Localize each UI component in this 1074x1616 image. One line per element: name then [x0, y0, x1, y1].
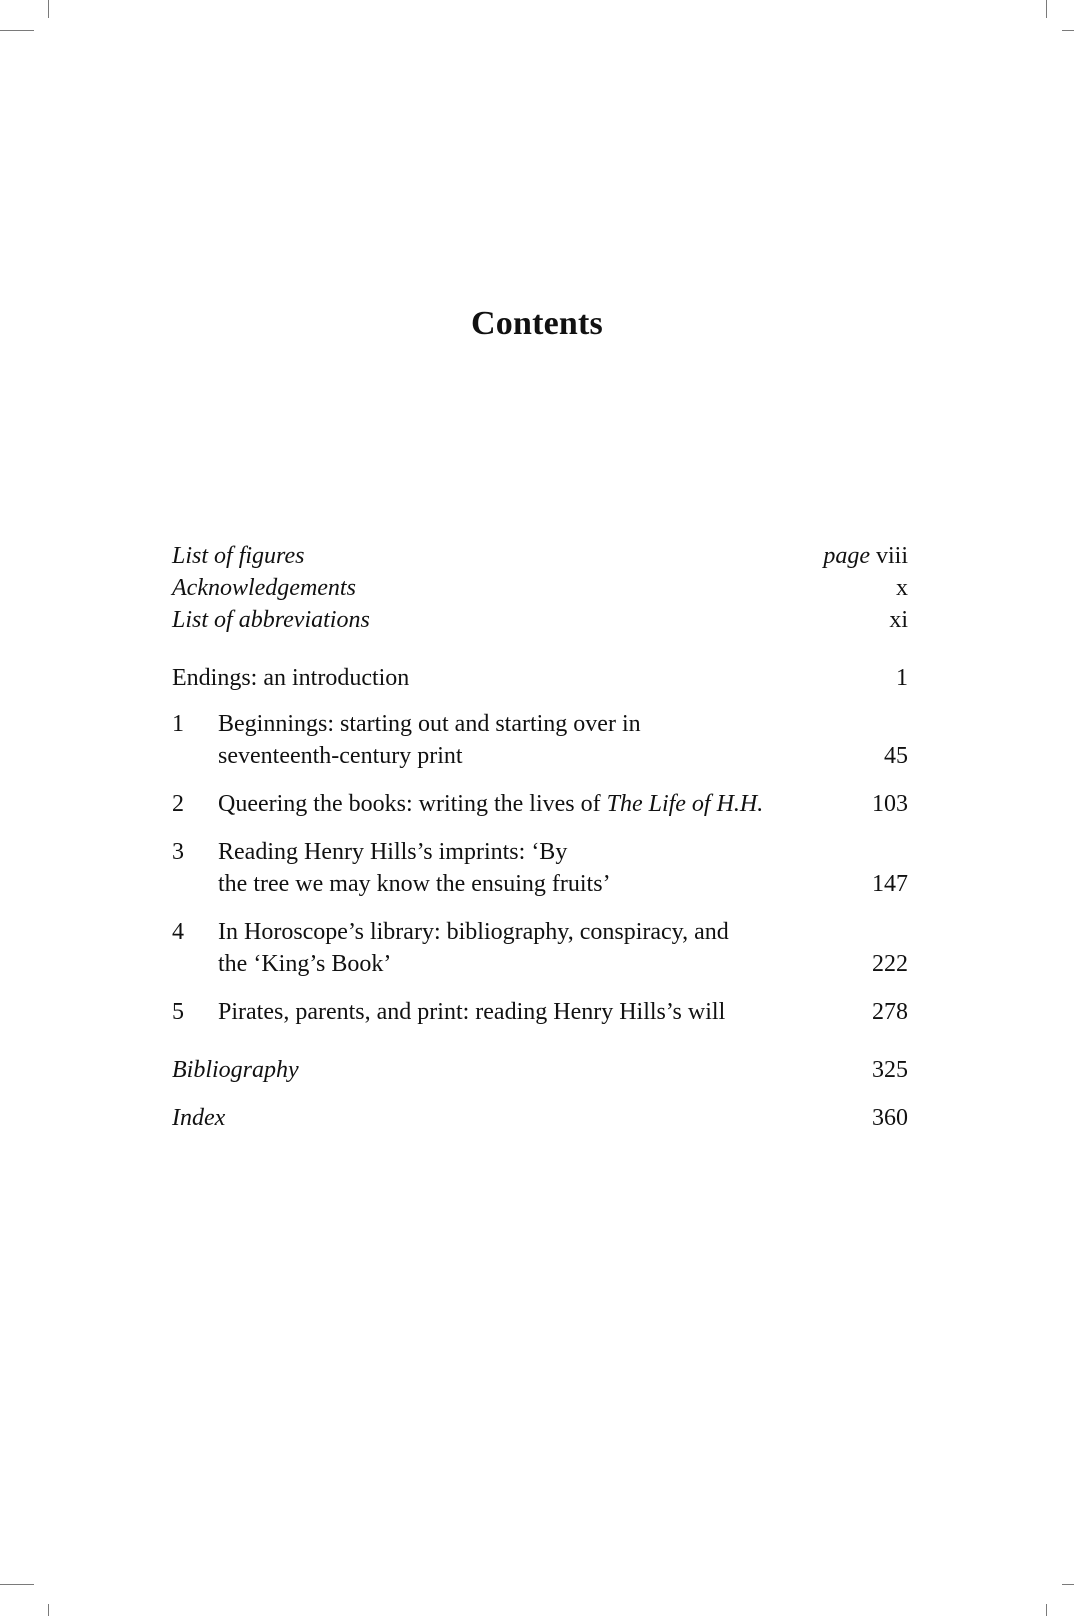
toc-entry-page: 222: [872, 951, 908, 977]
chapter-title-line-1: In Horoscope’s library: bibliography, conspiracy, and: [218, 919, 729, 945]
chapter-title: [218, 836, 852, 900]
crop-mark-top-right-h: [1062, 30, 1074, 31]
crop-mark-bottom-left-h: [0, 1584, 34, 1585]
chapter-title-line-1: Beginnings: starting out and starting over in: [218, 711, 641, 737]
chapter-title: [218, 788, 852, 820]
crop-mark-top-left-h: [0, 30, 34, 31]
chapter-title-italic: The Life of H.H.: [606, 791, 764, 817]
chapter-number: 5: [172, 999, 184, 1025]
crop-mark-top-left: [48, 0, 49, 18]
toc-entry-label: Endings: an introduction: [172, 665, 410, 691]
chapter-title-line-2: the ‘King’s Book’: [218, 951, 392, 977]
toc-entry-label: List of figures: [172, 543, 305, 569]
chapter-title: [218, 708, 864, 772]
toc-entry-chapter-5[interactable]: [172, 996, 908, 1028]
crop-mark-top-right: [1046, 0, 1047, 18]
crop-mark-bottom-left: [48, 1604, 49, 1616]
toc-entry-page: 1: [896, 665, 908, 691]
toc-entry-index[interactable]: [172, 1102, 908, 1134]
chapter-title: [218, 916, 852, 980]
toc-entry-label: Acknowledgements: [172, 575, 356, 601]
chapter-number: 3: [172, 839, 184, 865]
toc-entry-page: xi: [889, 607, 908, 633]
toc-entry-label: List of abbreviations: [172, 607, 370, 633]
toc-entry-list-of-figures[interactable]: [172, 540, 908, 572]
chapter-number: 4: [172, 919, 184, 945]
chapter-title-line-1: Reading Henry Hills’s imprints: ‘By: [218, 839, 568, 865]
toc-entry-chapter-1[interactable]: [172, 708, 908, 772]
toc-entry-page: 147: [872, 871, 908, 897]
page-number: viii: [875, 543, 908, 569]
chapter-title-plain: Queering the books: writing the lives of: [218, 791, 607, 817]
table-of-contents: [172, 540, 908, 1134]
page-title: Contents: [471, 305, 603, 342]
toc-entry-page: 278: [872, 999, 908, 1025]
chapter-title: Pirates, parents, and print: reading Henry Hills’s will: [218, 999, 726, 1025]
toc-entry-list-of-abbreviations[interactable]: [172, 604, 908, 636]
toc-entry-page: [803, 540, 908, 572]
toc-entry-introduction[interactable]: [172, 662, 908, 694]
chapter-number: 1: [172, 711, 184, 737]
toc-entry-page: 103: [872, 791, 908, 817]
toc-entry-page: 45: [884, 743, 908, 769]
toc-entry-acknowledgements[interactable]: [172, 572, 908, 604]
chapter-title-line-2: seventeenth-century print: [218, 743, 463, 769]
crop-mark-bottom-right: [1046, 1604, 1047, 1616]
toc-entry-chapter-3[interactable]: [172, 836, 908, 900]
toc-entry-bibliography[interactable]: [172, 1054, 908, 1086]
toc-entry-chapter-4[interactable]: [172, 916, 908, 980]
toc-entry-label: Bibliography: [172, 1057, 299, 1083]
toc-entry-page: 325: [872, 1057, 908, 1083]
toc-entry-chapter-2[interactable]: [172, 788, 908, 820]
toc-entry-label: Index: [172, 1105, 226, 1131]
chapter-title-line-2: the tree we may know the ensuing fruits’: [218, 871, 611, 897]
page-prefix: page: [823, 543, 870, 569]
toc-entry-page: x: [896, 575, 908, 601]
chapter-number: 2: [172, 791, 184, 817]
crop-mark-bottom-right-h: [1062, 1584, 1074, 1585]
toc-entry-page: 360: [872, 1105, 908, 1131]
